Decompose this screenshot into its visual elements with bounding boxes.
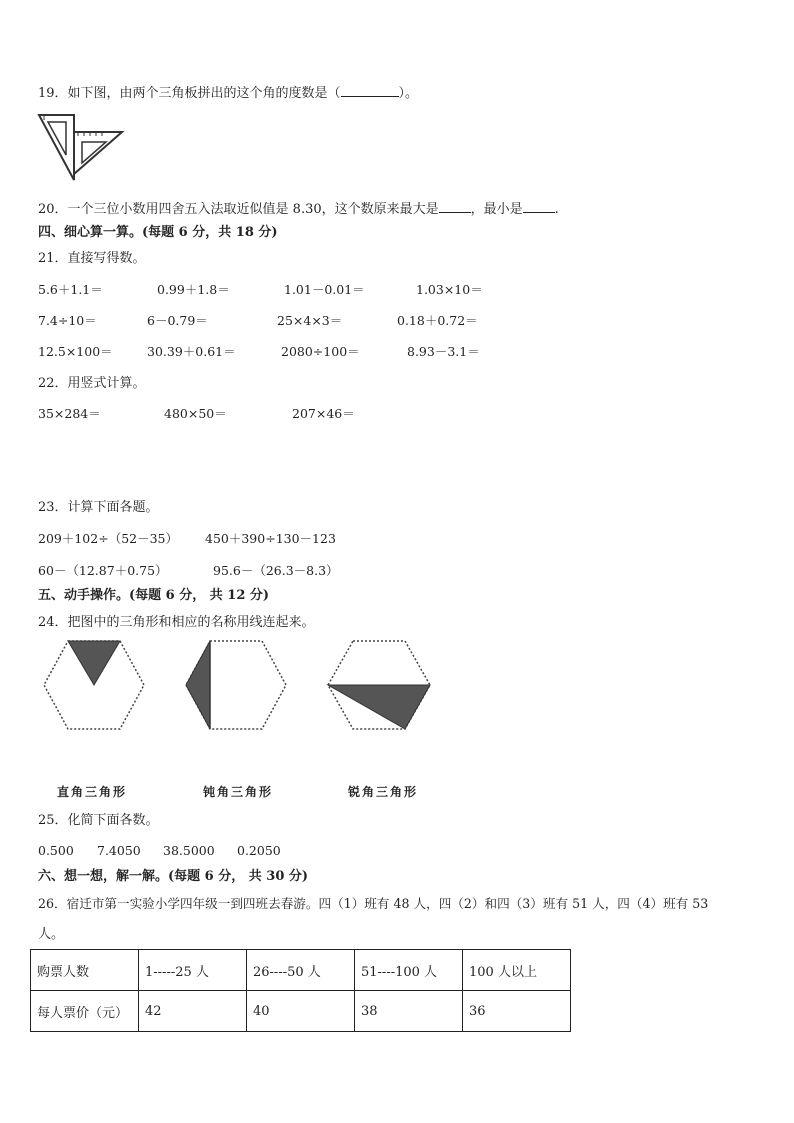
table-cell: 40: [247, 991, 355, 1032]
hexagon-figure-2: [184, 639, 288, 731]
q26-question-line1: 26．宿迁市第一实验小学四年级一到四班去春游。四（1）班有 48 人，四（2）和四（3）班有 51 人，四（4）班有 53: [38, 896, 709, 911]
q19-text-before: 19．如下图，由两个三角板拼出的这个角的度数是（: [38, 86, 341, 101]
table-cell: 51----100 人: [355, 950, 463, 991]
q20-text-c: .: [554, 202, 559, 217]
table-row: [31, 950, 571, 991]
ticket-price-table: [30, 949, 571, 1032]
table-cell: 38: [355, 991, 463, 1032]
table-cell: 购票人数: [31, 950, 139, 991]
q21-expr: 1.03×10＝: [416, 282, 483, 297]
q21-expr: 7.4÷10＝: [38, 313, 97, 328]
q21-expr: 5.6＋1.1＝: [38, 282, 103, 297]
q21-title: 21．直接写得数。: [38, 251, 146, 266]
q21-expr: 25×4×3＝: [277, 313, 343, 328]
q26-question-line2: 人。: [38, 927, 65, 942]
q25-number: 0.500: [38, 843, 74, 858]
q25-number: 0.2050: [237, 843, 281, 858]
q19-answer-blank[interactable]: [341, 84, 399, 97]
right-triangle-label: 直角三角形: [57, 785, 128, 799]
q21-expr: 2080÷100＝: [281, 344, 360, 359]
section-5-heading: 五、动手操作。(每题 6 分， 共 12 分): [38, 588, 270, 603]
q22-expr: 35×284＝: [38, 406, 101, 421]
q23-expr: 209＋102÷（52－35）: [38, 531, 179, 546]
table-cell: 42: [139, 991, 247, 1032]
q22-expr: 480×50＝: [164, 406, 227, 421]
acute-triangle-label: 锐角三角形: [348, 785, 419, 799]
q22-title: 22．用竖式计算。: [38, 376, 146, 391]
q25-number: 38.5000: [163, 843, 215, 858]
section-6-heading: 六、想一想，解一解。(每题 6 分， 共 30 分): [38, 869, 309, 884]
q24-title: 24．把图中的三角形和相应的名称用线连起来。: [38, 615, 315, 630]
table-row: [31, 991, 571, 1032]
table-cell: 26----50 人: [247, 950, 355, 991]
q20-max-blank[interactable]: [439, 200, 471, 213]
q21-expr: 8.93－3.1＝: [407, 344, 480, 359]
q22-expr: 207×46＝: [292, 406, 355, 421]
obtuse-triangle-label: 钝角三角形: [203, 785, 274, 799]
q21-expr: 1.01－0.01＝: [284, 282, 365, 297]
q20-text-b: ，最小是: [470, 202, 523, 217]
q21-expr: 12.5×100＝: [38, 344, 113, 359]
hexagon-figure-1: [42, 639, 146, 731]
hexagon-figure-3: [326, 639, 432, 731]
q25-title: 25．化简下面各数。: [38, 813, 159, 828]
table-cell: 1-----25 人: [139, 950, 247, 991]
q19-text-after: ）。: [398, 86, 419, 101]
q21-expr: 6－0.79＝: [147, 313, 208, 328]
q20-text-a: 20．一个三位小数用四舍五入法取近似值是 8.30，这个数原来最大是: [38, 202, 439, 217]
table-cell: 36: [463, 991, 571, 1032]
q21-expr: 0.99＋1.8＝: [157, 282, 230, 297]
q23-title: 23．计算下面各题。: [38, 500, 159, 515]
section-4-heading: 四、细心算一算。(每题 6 分，共 18 分): [38, 225, 278, 240]
q23-expr: 60－（12.87＋0.75）: [38, 563, 168, 578]
q25-number: 7.4050: [97, 843, 141, 858]
q23-expr: 450＋390÷130－123: [205, 531, 336, 546]
q19-question: [38, 84, 418, 102]
table-cell: 每人票价（元）: [31, 991, 139, 1032]
set-squares-figure: [36, 112, 126, 184]
q20-min-blank[interactable]: [523, 200, 555, 213]
table-cell: 100 人以上: [463, 950, 571, 991]
q20-question: [38, 200, 559, 218]
q21-expr: 0.18＋0.72＝: [397, 313, 478, 328]
q21-expr: 30.39＋0.61＝: [147, 344, 236, 359]
q23-expr: 95.6－（26.3－8.3）: [213, 563, 339, 578]
